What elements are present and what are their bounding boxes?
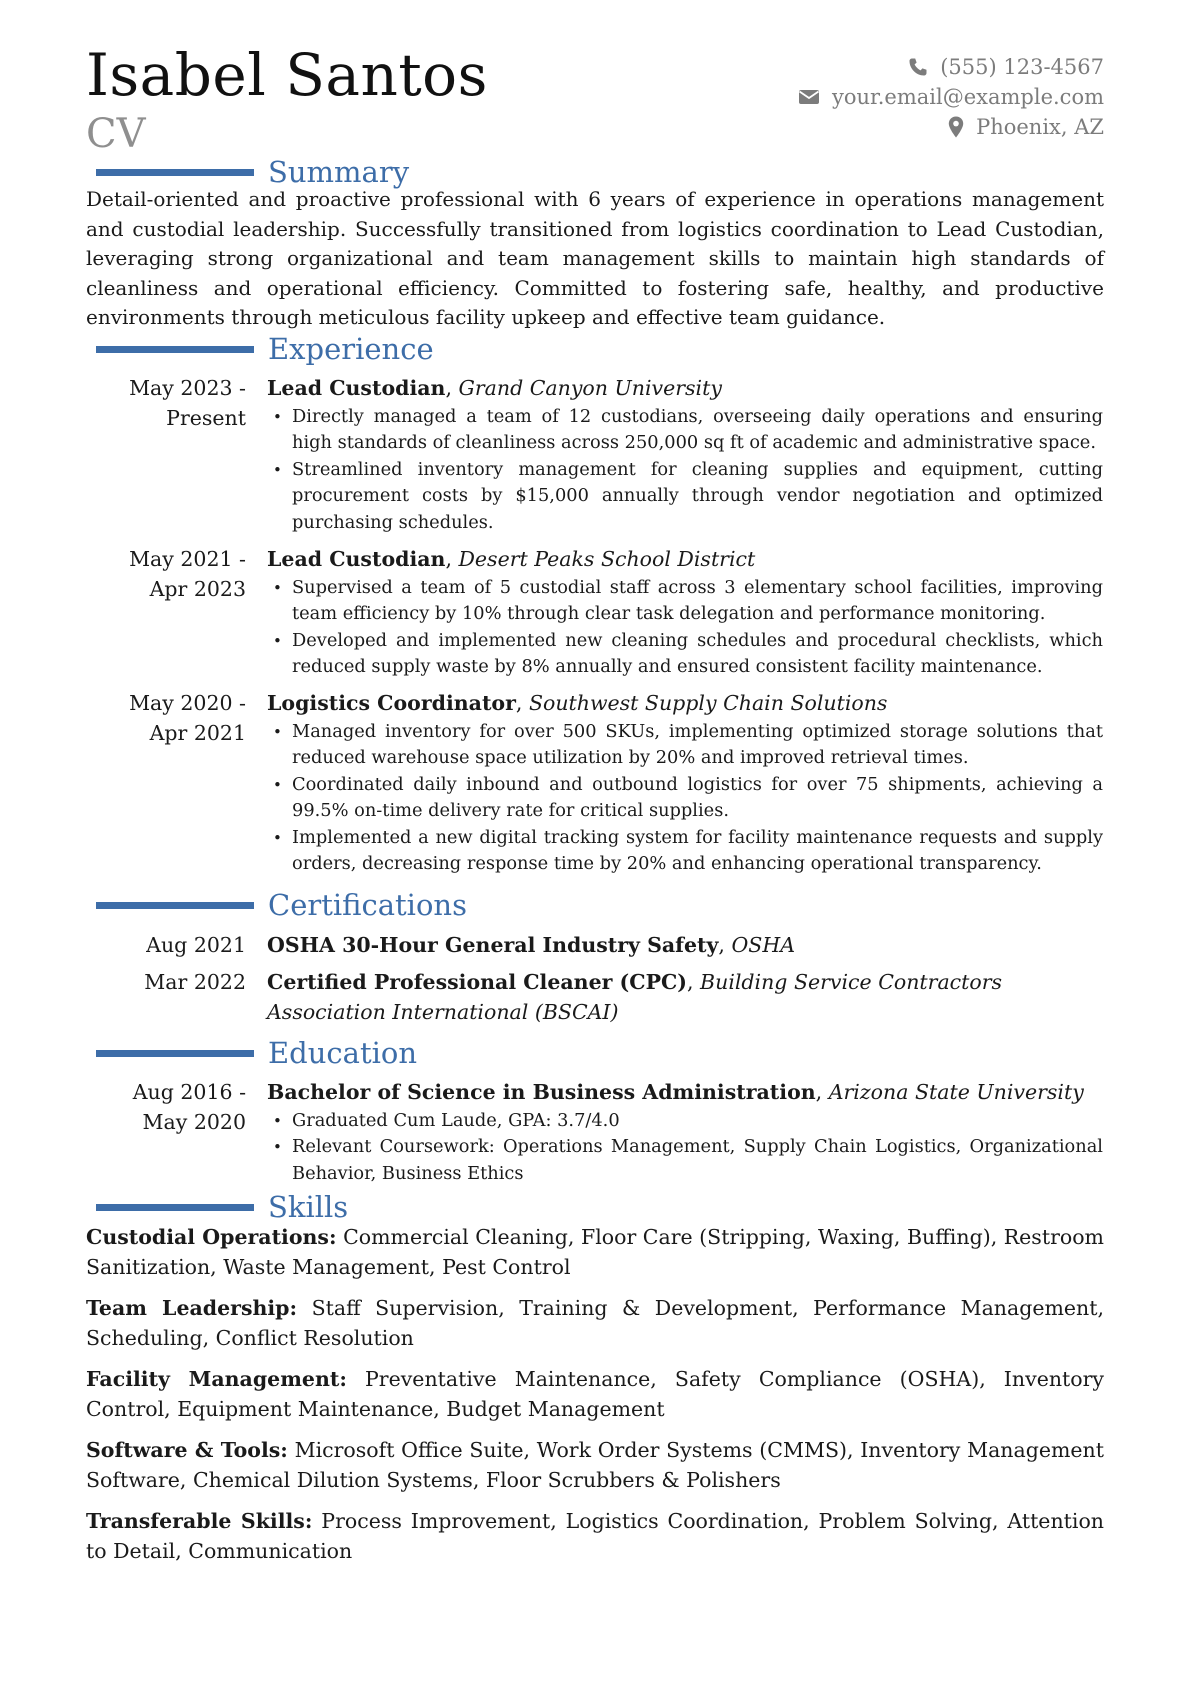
skill-values: Process Improvement, Logistics Coordination, Problem Solving, Attention to Detail, Communication — [86, 1509, 1104, 1563]
entry-heading: Logistics Coordinator, Southwest Supply Chain Solutions — [267, 691, 888, 715]
map-pin-icon — [948, 116, 964, 138]
date-end: Apr 2021 — [149, 720, 246, 745]
certification-name: OSHA 30-Hour General Industry Safety — [267, 933, 719, 957]
date-start: May 2020 - — [129, 691, 246, 715]
section-title: Experience — [268, 332, 434, 366]
skill-group — [86, 1223, 1104, 1282]
bullet-list — [267, 575, 1103, 681]
skill-label: Team Leadership: — [86, 1296, 298, 1320]
bullet-item: • Coordinated daily inbound and outbound logistics for over 75 shipments, achieving a 99.5% on-time delivery rate for critical supplies. — [267, 772, 1103, 825]
employer: Desert Peaks School District — [458, 547, 756, 571]
section-accent-bar — [96, 1050, 254, 1057]
entry-date — [86, 1078, 246, 1137]
bullet-item: • Directly managed a team of 12 custodians, overseeing daily operations and ensuring high standards of cleanliness across 250,000 sq ft of academic and administrative space. — [267, 404, 1103, 457]
bullet-list — [267, 719, 1103, 878]
employer: Southwest Supply Chain Solutions — [528, 691, 888, 715]
entry-heading: Certified Professional Cleaner (CPC), Building Service Contractors Association International (BSCAI) — [267, 970, 1003, 1024]
section-skills-heading — [96, 1190, 348, 1224]
bullet-list — [267, 1108, 1103, 1188]
skill-values: Staff Supervision, Training & Development, Performance Management, Scheduling, Conflict Resolution — [86, 1296, 1105, 1350]
section-accent-bar — [96, 346, 254, 353]
job-title: Lead Custodian — [267, 547, 446, 571]
section-title: Education — [268, 1036, 418, 1070]
bullet-item: • Managed inventory for over 500 SKUs, implementing optimized storage solutions that reduced warehouse space utilization by 20% and improved retrieval times. — [267, 719, 1103, 772]
envelope-icon — [798, 88, 820, 106]
entry-date: Aug 2021 — [146, 933, 246, 957]
skill-values: Microsoft Office Suite, Work Order Systems (CMMS), Inventory Management Software, Chemical Dilution Systems, Floor Scrubbers & Polishers — [86, 1438, 1104, 1492]
skill-group — [86, 1507, 1104, 1566]
date-end: Apr 2023 — [149, 576, 246, 601]
contact-email[interactable] — [798, 82, 1104, 112]
bullet-item: • Implemented a new digital tracking system for facility maintenance requests and supply orders, decreasing response time by 20% and enhancing operational transparency. — [267, 825, 1103, 878]
date-start: Aug 2016 - — [132, 1080, 246, 1104]
date-start: May 2023 - — [129, 376, 246, 400]
bullet-list — [267, 404, 1103, 537]
section-summary-heading — [96, 155, 409, 189]
entry-heading: OSHA 30-Hour General Industry Safety, OSHA — [267, 933, 796, 957]
contact-location — [798, 112, 1104, 142]
date-start: May 2021 - — [129, 547, 246, 571]
section-accent-bar — [96, 169, 254, 176]
document-subtitle: CV — [86, 111, 146, 157]
certification-issuer: Building Service Contractors Association International (BSCAI) — [267, 970, 1003, 1024]
location-text: Phoenix, AZ — [976, 115, 1104, 139]
date-end: Present — [166, 405, 246, 430]
entry-date — [86, 689, 246, 748]
section-education-heading — [96, 1036, 417, 1070]
date-end: May 2020 — [142, 1109, 246, 1134]
section-certifications-heading — [96, 888, 467, 922]
entry-heading: Lead Custodian, Grand Canyon University — [267, 376, 722, 400]
summary-text: Detail-oriented and proactive professional with 6 years of experience in operations management and custodial leadership. Successfully transitioned from logistics coordination to Lead Custodian, leveraging strong organizational and team management skills to maintain high standards of cleanliness and operational efficiency. Committed to fostering safe, healthy, and productive environments through meticulous facility upkeep and effective team guidance. — [86, 187, 1104, 330]
bullet-item: • Developed and implemented new cleaning schedules and procedural checklists, which reduced supply waste by 8% annually and ensured consistent facility maintenance. — [267, 628, 1103, 681]
skill-label: Transferable Skills: — [86, 1509, 313, 1533]
section-title: Certifications — [268, 888, 467, 922]
phone-icon — [908, 57, 928, 77]
skill-label: Facility Management: — [86, 1367, 347, 1391]
section-accent-bar — [96, 902, 254, 909]
section-accent-bar — [96, 1204, 254, 1211]
skill-label: Custodial Operations: — [86, 1225, 337, 1249]
entry-date: Mar 2022 — [144, 970, 246, 994]
skill-group — [86, 1436, 1104, 1495]
job-title: Lead Custodian — [267, 376, 446, 400]
entry-date — [86, 545, 246, 604]
section-title: Summary — [268, 155, 410, 189]
certification-name: Certified Professional Cleaner (CPC) — [267, 970, 687, 994]
entry-date — [86, 374, 246, 433]
entry-heading: Lead Custodian, Desert Peaks School District — [267, 547, 756, 571]
person-name: Isabel Santos — [86, 41, 488, 109]
skills-list — [86, 1223, 1104, 1578]
skill-group — [86, 1294, 1104, 1353]
phone-text: (555) 123-4567 — [940, 55, 1104, 79]
bullet-item: • Supervised a team of 5 custodial staff across 3 elementary school facilities, improving team efficiency by 10% through clear task delegation and performance monitoring. — [267, 575, 1103, 628]
bullet-item: • Graduated Cum Laude, GPA: 3.7/4.0 — [267, 1108, 1103, 1135]
job-title: Logistics Coordinator — [267, 691, 516, 715]
certification-issuer: OSHA — [731, 933, 796, 957]
skill-values: Commercial Cleaning, Floor Care (Stripping, Waxing, Buffing), Restroom Sanitization, Waste Management, Pest Control — [86, 1225, 1104, 1279]
school: Arizona State University — [828, 1080, 1084, 1104]
contact-block — [798, 52, 1104, 142]
entry-heading: Bachelor of Science in Business Administration, Arizona State University — [267, 1080, 1084, 1104]
employer: Grand Canyon University — [458, 376, 722, 400]
contact-phone[interactable] — [798, 52, 1104, 82]
email-text: your.email@example.com — [831, 85, 1104, 109]
section-experience-heading — [96, 332, 434, 366]
skill-values: Preventative Maintenance, Safety Compliance (OSHA), Inventory Control, Equipment Maintenance, Budget Management — [86, 1367, 1104, 1421]
skill-label: Software & Tools: — [86, 1438, 288, 1462]
degree: Bachelor of Science in Business Administration — [267, 1080, 816, 1104]
section-title: Skills — [268, 1190, 349, 1224]
skill-group — [86, 1365, 1104, 1424]
bullet-item: • Streamlined inventory management for cleaning supplies and equipment, cutting procurement costs by $15,000 annually through vendor negotiation and optimized purchasing schedules. — [267, 457, 1103, 537]
bullet-item: • Relevant Coursework: Operations Management, Supply Chain Logistics, Organizational Behavior, Business Ethics — [267, 1134, 1103, 1187]
